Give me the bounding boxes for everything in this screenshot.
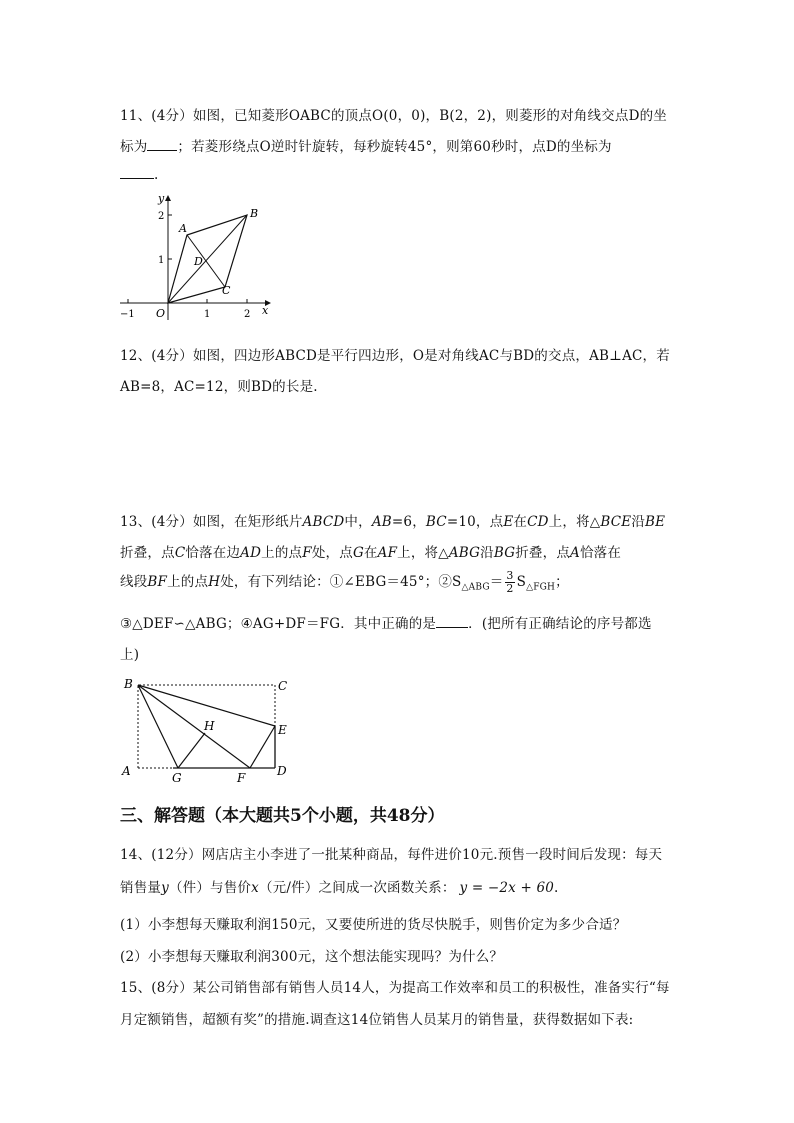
answer-blank: [436, 615, 468, 628]
tick-label: 2: [244, 309, 251, 320]
point-label-F: F: [237, 771, 246, 784]
tick-label: 2: [158, 211, 165, 222]
point-label-E: E: [278, 723, 287, 737]
point-label-B: B: [250, 207, 259, 220]
q11-line-2: 标为 ；若菱形绕点O逆时针旋转，每秒旋转45°，则第60秒时，点D的坐标为: [120, 139, 612, 155]
diagonal-AC: [187, 235, 225, 287]
q13-line-3: 线段BF上的点H处，有下列结论：①∠EBG＝45°；$②S_{\triangle ABG}=$ $\frac{3}{2}$ $S_{\triangle FGH}$；: [120, 569, 569, 595]
answer-blank: [147, 138, 177, 151]
q11-line-3: .: [120, 166, 159, 183]
q14-sub-1: (1）小李想每天赚取利润150元，又要使所进的货尽快脱手，则售价定为多少合适？: [120, 917, 627, 933]
y-axis-label: y: [158, 192, 165, 205]
tick-label: 1: [204, 309, 211, 320]
q12-line-2: AB=8，AC=12，则BD的长是.: [120, 379, 318, 395]
tick-label: −1: [120, 309, 135, 320]
rectangle-fold-figure: [118, 674, 298, 784]
point-label-C: C: [278, 679, 288, 693]
q15-line-1: 15、(8分）某公司销售部有销售人员14人，为提高工作效率和员工的积极性，准备实行“每: [120, 980, 670, 996]
q11-line-1: 11、(4分）如图，已知菱形OABC的顶点O(0，0)，B(2，2)，则菱形的对角线交点D的坐: [120, 108, 667, 124]
x-axis-label: x: [262, 304, 269, 317]
point-label-H: H: [204, 719, 215, 733]
q13-line-1: 13、(4分）如图，在矩形纸片ABCD中，AB=6，BC=10，点E在CD上，将△BCE沿BE: [120, 514, 666, 530]
q14-line-2: 销售量y（件）与售价x（元/件）之间成一次函数关系： y = −2x + 60.: [120, 880, 559, 896]
tick-label: 1: [158, 255, 165, 266]
point-label-G: G: [172, 771, 182, 784]
rhombus-figure: [110, 190, 280, 325]
point-label-O: O: [156, 307, 166, 320]
section-heading: 三、解答题（本大题共5个小题，共48分）: [120, 806, 445, 826]
q12-line-1: 12、(4分）如图，四边形ABCD是平行四边形，O是对角线AC与BD的交点，AB⊥AC，若: [120, 348, 670, 364]
point-label-D: D: [194, 255, 203, 268]
q13-line-5: 上): [120, 647, 140, 663]
linear-equation: y = −2x + 60: [459, 880, 555, 896]
point-label-C: C: [222, 284, 231, 297]
q14-line-1: 14、(12分）网店店主小李进了一批某种商品，每件进价10元.预售一段时间后发现：每天: [120, 847, 663, 863]
point-label-D: D: [277, 764, 287, 778]
point-label-A: A: [122, 764, 131, 778]
q13-line-2: 折叠，点C恰落在边AD上的点F处，点G在AF上，将△ABG沿BG折叠，点A恰落在: [120, 545, 622, 561]
point-label-A: A: [179, 222, 187, 235]
fraction: $\frac{3}{2}$: [506, 569, 514, 595]
answer-blank: [120, 166, 154, 179]
q15-line-2: 月定额销售，超额有奖”的措施.调查这14位销售人员某月的销售量，获得数据如下表:: [120, 1012, 634, 1028]
point-label-B: B: [124, 677, 133, 691]
q14-sub-2: (2）小李想每天赚取利润300元，这个想法能实现吗？为什么？: [120, 949, 504, 965]
q13-line-4: ③△DEF∽△ABG；④AG+DF＝FG．其中正确的是 ．(把所有正确结论的序号都选: [120, 616, 652, 632]
